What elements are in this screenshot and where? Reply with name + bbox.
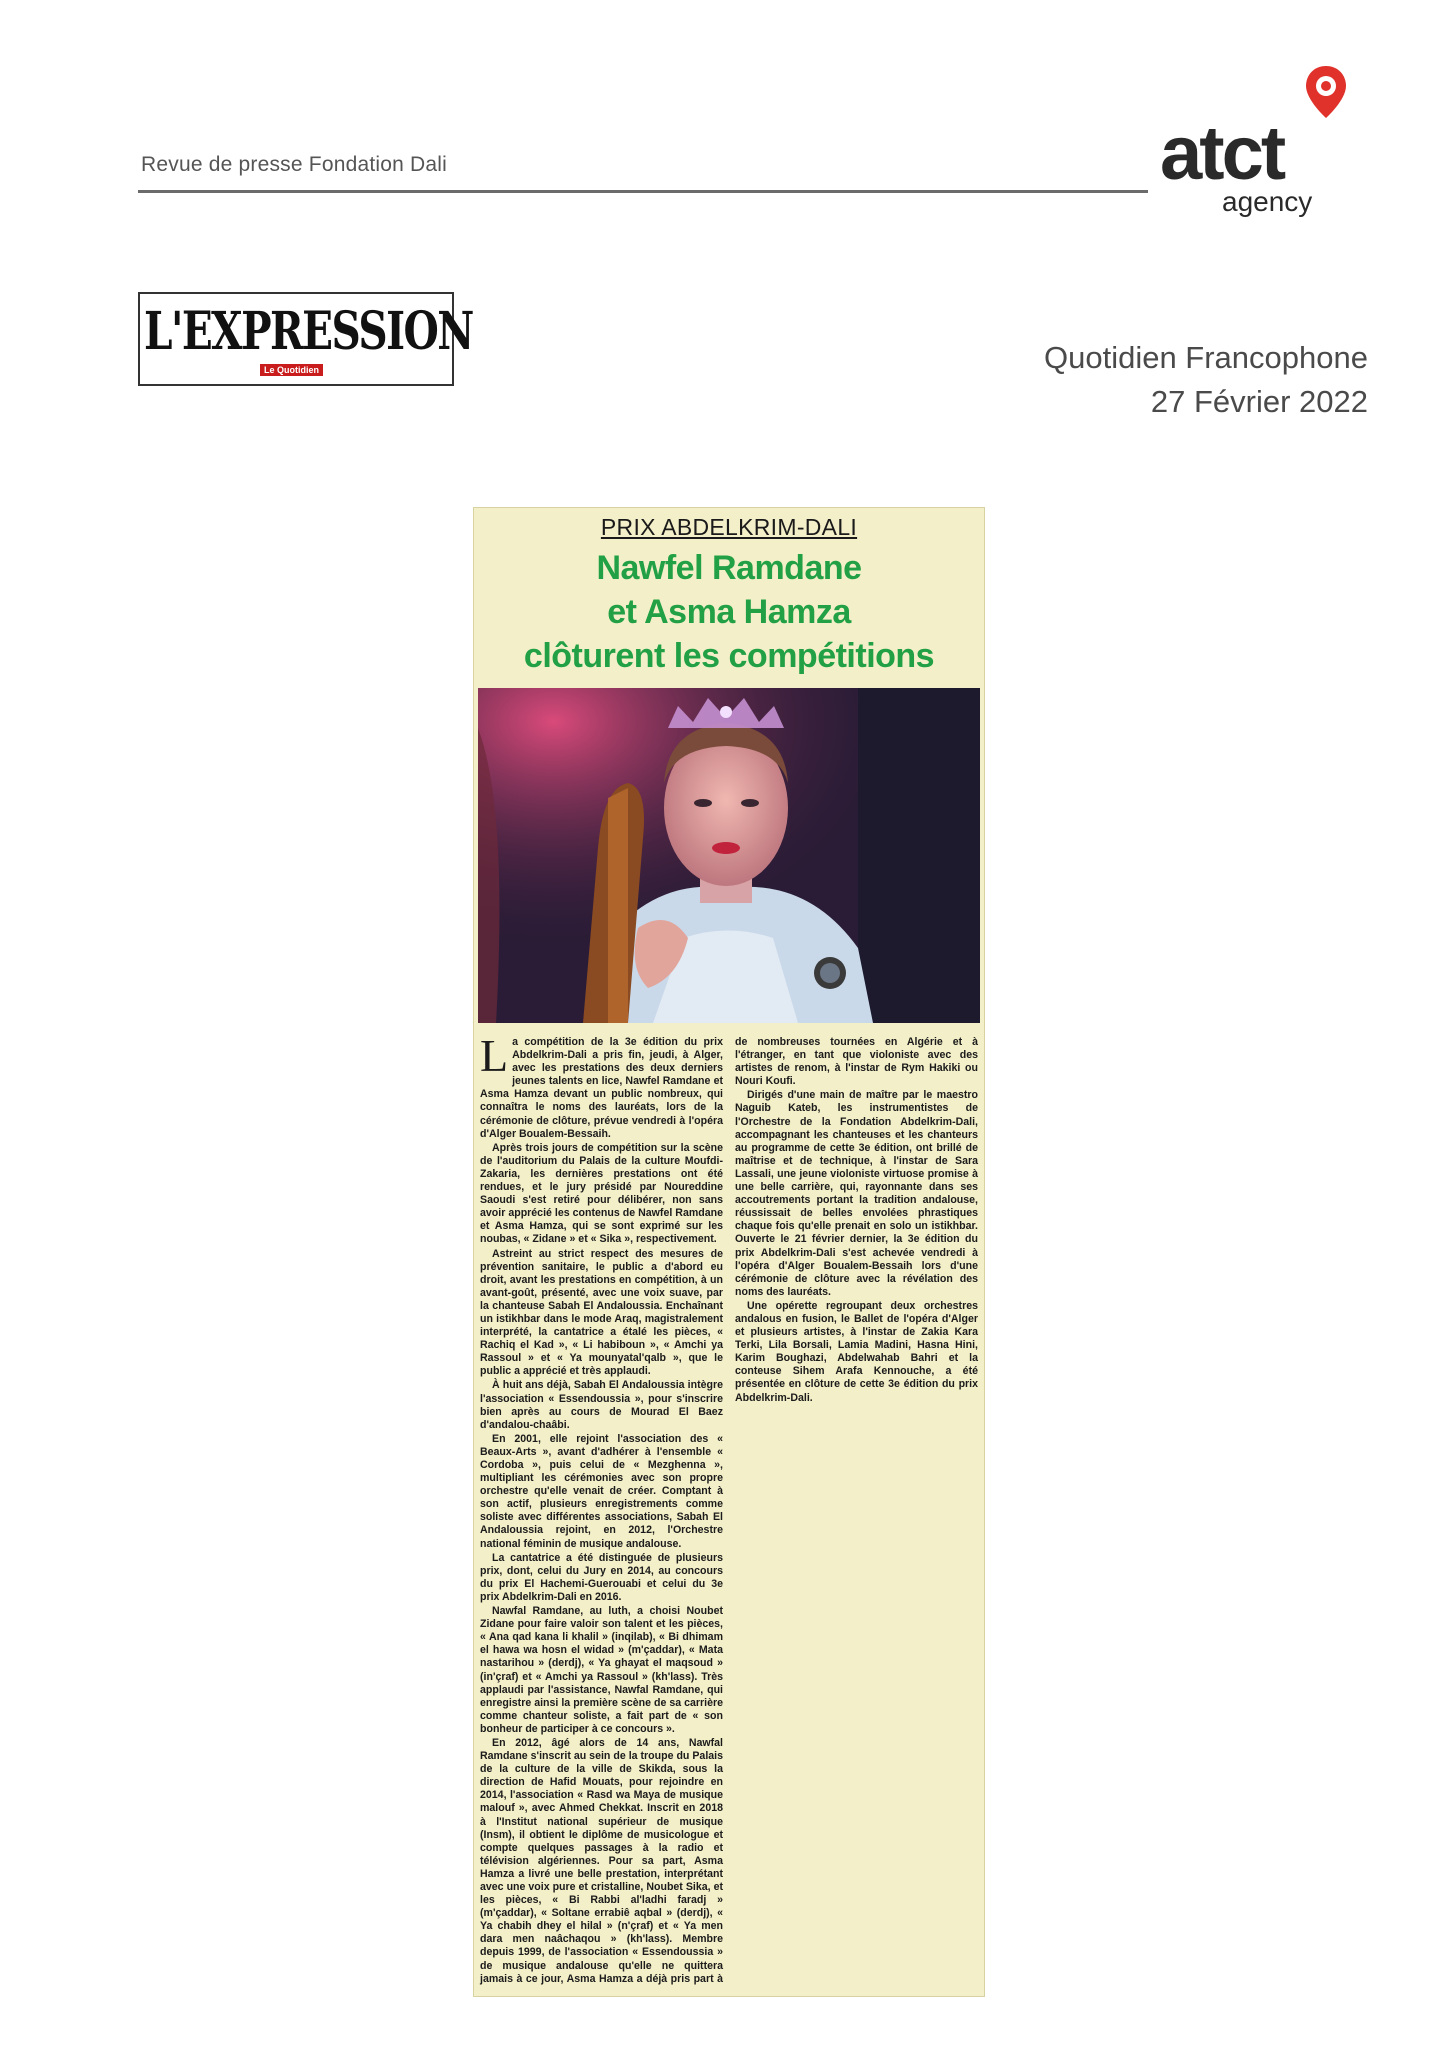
article-headline (474, 546, 984, 678)
article-paragraph: Astreint au strict respect des mesures de prévention sanitaire, le public a d'abord eu droit, avant les prestations en compétition, à un avant-goût, présenté, avec une voix suave, par la chanteuse Sabah El Andaloussia. Enchaînant un istikhbar dans le mode Araq, magistralement interprété, la cantatrice a étalé les pièces, « Rachiq el Kad », « Li habiboun », « Amchi ya Rassoul » et « Ya mounyatal'qalb », que le public a apprécié et très applaudi. (480, 1247, 723, 1378)
headline-line-1: Nawfel Ramdane (596, 549, 862, 587)
article-paragraph: La cantatrice a été distinguée de plusieurs prix, dont, celui du Jury en 2014, au concours du prix El Hachemi-Guerouabi et celui du 3e prix Abdelkrim-Dali en 2016. (480, 1551, 723, 1603)
press-review-title: Revue de presse Fondation Dali (141, 153, 448, 176)
article-paragraph: À huit ans déjà, Sabah El Andaloussia intègre l'association « Essendoussia », pour s'inscrire bien après au cours de Mourad El Baez d'andalou-chaâbi. (480, 1379, 723, 1431)
publication-type: Quotidien Francophone (1043, 340, 1368, 375)
newspaper-masthead (138, 292, 473, 386)
article-paragraph: La compétition de la 3e édition du prix Abdelkrim-Dali a pris fin, jeudi, à Alger, avec les prestations des deux derniers jeunes talents en lice, Nawfel Ramdane et Asma Hamza devant un public nombreux, qui connaîtra le noms des lauréats, lors de la cérémonie de clôture, prévue vendredi à l'opéra d'Alger Boualem-Bessaih. (480, 1030, 723, 1140)
location-pin-icon (1302, 64, 1350, 120)
publication-info (1044, 336, 1368, 424)
article-clipping (474, 508, 984, 1996)
article-paragraph: Nawfal Ramdane, au luth, a choisi Noubet Zidane pour faire valoir son talent et les pièces, « Ana qad kana li khalil » (inqilab), « Bi dhimam el hawa wa hosn el widad » (m'çaddar), « Mata nastarihou » (derdj), « Ya ghayat el maqsoud » (in'çraf) et « Amchi ya Rassoul » (kh'lass). Très applaudi par l'assistance, Nawfal Ramdane, qui enregistre ainsi la première scène de sa carrière comme chanteur soliste, a fait part de « son bonheur de participer à ce concours ». (480, 1605, 723, 1735)
article-body (480, 1030, 978, 1990)
article-photo (478, 688, 980, 1023)
article-paragraph: Une opérette regroupant deux orchestres andalous en fusion, le Ballet de l'opéra d'Alger et plusieurs artistes, à l'instar de Zakia Kara Terki, Lila Borsali, Lamia Madini, Hasna Hini, Karim Boughazi, Abdelwahab Bahri et la conteuse Sihem Arafa Kennouche, a été présentée en clôture de cette 3e édition du prix Abdelkrim-Dali. (735, 1299, 978, 1404)
headline-line-2: et Asma Hamza (607, 593, 851, 631)
publication-date: 27 Février 2022 (1150, 384, 1368, 419)
masthead-subtitle: Le Quotidien (260, 364, 323, 376)
masthead-name: L'EXPRESSION (144, 301, 473, 362)
header-divider (138, 190, 1148, 193)
musician-photo-illustration (478, 688, 980, 1023)
article-paragraph: En 2001, elle rejoint l'association des « Beaux-Arts », avant d'adhérer à l'ensemble « Cordoba », puis celui de « Mezghenna », multipliant les cérémonies avec son propre orchestre qu'elle venait de créer. Comptant à son actif, plusieurs enregistrements comme soliste avec différentes associations, Sabah El Andaloussia rejoint, en 2012, l'Orchestre national féminin de musique andalouse. (480, 1432, 723, 1550)
logo-subtitle: agency (1222, 186, 1313, 217)
atct-logo (1150, 60, 1340, 220)
drop-cap: L (480, 1030, 509, 1081)
article-paragraph: Après trois jours de compétition sur la scène de l'auditorium du Palais de la culture Moufdi-Zakaria, les dernières prestations ont été rendues, et le jury présidé par Noureddine Saoudi s'est retiré pour délibérer, non sans avoir apprécié les contenus de Nawfel Ramdane et Asma Hamza, qui se sont exprimé sur les noubas, « Zidane » et « Sika », respectivement. (480, 1141, 723, 1246)
logo-wordmark: atct (1160, 111, 1284, 196)
article-paragraph: En 2012, âgé alors de 14 ans, Nawfal Ramdane s'inscrit au sein de la troupe du Palais de la culture de la ville de Skikda, sous la direction de Hafid Mouats, pour rejoindre en 2014, l'association « Rasd wa Maya de musique malouf », avec Ahmed Chekkat. Inscrit en 2018 à l'Institut national supérieur de musique (Insm), il obtient le diplôme de musicologue et compte quelques passages à la radio et télévision algériennes. Pour sa part, Asma Hamza a livré une belle prestation, interprétant avec une voix pure et cristalline, Noubet Sika, et les pièces, « Bi Rabbi al'ladhi faradj » (m'çaddar), « Soltane errabiê aqbal » (derdj), « Ya chabih dhey el hilal » (n'çraf) et « Ya men dara men naâchaqou » (kh'lass). Membre depuis 1999, de l'association « Essendoussia » de musique andalouse qu'elle ne quittera jamais à ce jour, Asma Hamza a déjà pris part à de nombreuses tournées en Algérie et à l'étranger, en tant que violoniste avec des artistes de renom, à l'instar de Rym Hakiki ou Nouri Koufi. (480, 1036, 978, 1985)
headline-line-3: clôturent les compétitions (523, 637, 935, 675)
article-paragraph: Dirigés d'une main de maître par le maestro Naguib Kateb, les instrumentistes de l'Orchestre de la Fondation Abdelkrim-Dali, accompagnant les chanteuses et les chanteurs au programme de cette 3e édition, ont brillé de maîtrise et de technique, à l'instar de Sara Lassali, une jeune violoniste virtuose promise à une belle carrière, qui, rayonnante dans ses accoutrements portant la tradition andalouse, réussissait de belles envolées phrastiques chaque fois qu'elle prenait en solo un istikhbar. Ouverte le 21 février dernier, la 3e édition du prix Abdelkrim-Dali s'est achevée vendredi à l'opéra d'Alger Boualem-Bessaih lors d'une cérémonie de clôture avec la révélation des noms des lauréats. (735, 1089, 978, 1298)
article-rubric: PRIX ABDELKRIM-DALI (600, 514, 858, 540)
